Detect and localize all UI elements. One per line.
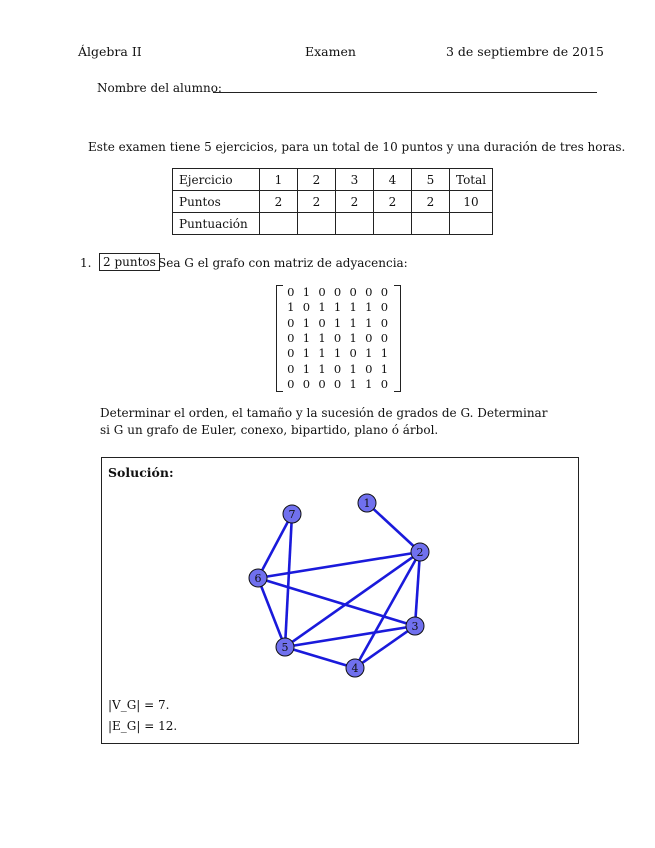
graph-order: |V_G| = 7. (108, 698, 170, 712)
matrix-cell: 1 (302, 315, 311, 330)
matrix-cell: 0 (287, 315, 295, 330)
matrix-cell: 1 (365, 376, 373, 391)
exam-intro: Este examen tiene 5 ejercicios, para un total de 10 puntos y una duración de tres horas. (88, 140, 626, 154)
matrix-cell: 1 (318, 300, 326, 315)
matrix-cell: 0 (333, 361, 342, 376)
question-number: 1. (80, 256, 92, 270)
matrix-cell: 1 (349, 361, 357, 376)
graph-edge-5-4 (285, 647, 355, 668)
score-cell (450, 213, 493, 235)
matrix-row (283, 362, 392, 376)
matrix-cell: 0 (365, 361, 373, 376)
matrix-cell: 1 (318, 346, 326, 361)
graph-node-5 (276, 638, 294, 656)
matrix-cell: 0 (380, 315, 389, 330)
score-cell (374, 213, 412, 235)
graph-edge-2-6 (258, 552, 420, 578)
matrix-cell: 0 (302, 376, 311, 391)
matrix-cell: 0 (333, 330, 342, 345)
question-points-box: 2 puntos (99, 253, 160, 271)
graph-node-label: 1 (363, 497, 371, 510)
exercise-number: 2 (298, 169, 336, 191)
graph-node-label: 2 (416, 546, 424, 559)
graph-edge-4-3 (355, 626, 415, 668)
matrix-cell: 1 (365, 346, 373, 361)
exercise-number: 3 (336, 169, 374, 191)
exercise-number: 5 (412, 169, 450, 191)
score-cell (336, 213, 374, 235)
matrix-cell: 1 (302, 330, 311, 345)
matrix-cell: 0 (333, 376, 342, 391)
total-points: 10 (450, 191, 493, 213)
matrix-cell: 1 (302, 361, 311, 376)
matrix-cell: 0 (380, 300, 389, 315)
matrix-cell: 0 (380, 376, 389, 391)
matrix-cell: 0 (365, 330, 373, 345)
exercise-points: 2 (374, 191, 412, 213)
question-task: Determinar el orden, el tamaño y la sucesión de grados de G. Determinar si G un grafo de Euler, conexo, bipartido, plano ó árbol. (100, 406, 548, 437)
row-label-score: Puntuación (173, 213, 260, 235)
row-label-points: Puntos (173, 191, 260, 213)
graph-edge-2-5 (285, 552, 420, 647)
matrix-row (283, 285, 392, 299)
total-header: Total (450, 169, 493, 191)
graph-node-label: 4 (351, 662, 359, 675)
graph-node-label: 3 (411, 620, 419, 633)
header-title: Examen (305, 44, 356, 59)
header-date: 3 de septiembre de 2015 (446, 44, 604, 59)
matrix-cell: 1 (380, 346, 389, 361)
matrix-right-bracket (394, 285, 401, 392)
matrix-cell: 1 (349, 300, 357, 315)
score-table (172, 168, 493, 235)
exercise-number: 1 (260, 169, 298, 191)
score-cell (260, 213, 298, 235)
matrix-cell: 1 (365, 300, 373, 315)
matrix-cell: 0 (318, 315, 326, 330)
student-name-line (213, 92, 597, 93)
score-table-row-exercise (173, 169, 493, 191)
matrix-cell: 1 (365, 315, 373, 330)
solution-title: Solución: (108, 465, 174, 480)
exercise-points: 2 (336, 191, 374, 213)
exercise-number: 4 (374, 169, 412, 191)
matrix-cell: 0 (349, 285, 357, 299)
matrix-cell: 1 (333, 315, 342, 330)
matrix-cell: 0 (318, 376, 326, 391)
matrix-cell: 0 (302, 300, 311, 315)
matrix-row (283, 300, 392, 314)
matrix-cell: 0 (287, 346, 295, 361)
matrix-cell: 1 (380, 361, 389, 376)
matrix-row (283, 331, 392, 345)
graph-node-2 (411, 543, 429, 561)
score-table-row-points (173, 191, 493, 213)
graph-edge-7-5 (285, 514, 292, 647)
matrix-cell: 0 (380, 285, 389, 299)
matrix-cell: 0 (349, 346, 357, 361)
graph-node-7 (283, 505, 301, 523)
question-statement: Sea G el grafo con matriz de adyacencia: (158, 256, 408, 270)
graph-node-4 (346, 659, 364, 677)
graph-node-label: 7 (288, 508, 296, 521)
graph-node-label: 5 (281, 641, 289, 654)
exercise-points: 2 (412, 191, 450, 213)
matrix-row (283, 346, 392, 360)
exercise-points: 2 (260, 191, 298, 213)
adjacency-matrix (276, 285, 401, 392)
matrix-cell: 1 (302, 346, 311, 361)
matrix-cell: 0 (287, 330, 295, 345)
graph-node-6 (249, 569, 267, 587)
graph-edge-7-6 (258, 514, 292, 578)
matrix-cell: 1 (318, 330, 326, 345)
matrix-cell: 0 (380, 330, 389, 345)
matrix-cell: 0 (287, 376, 295, 391)
matrix-cell: 1 (318, 361, 326, 376)
graph-edge-1-2 (367, 503, 420, 552)
matrix-cell: 1 (287, 300, 295, 315)
student-name-label: Nombre del alumno: (97, 81, 222, 95)
header-course: Álgebra II (78, 44, 142, 59)
score-cell (412, 213, 450, 235)
matrix-row (283, 377, 392, 391)
matrix-cell: 0 (287, 361, 295, 376)
graph-figure (230, 488, 440, 688)
matrix-left-bracket (276, 285, 283, 392)
score-cell (298, 213, 336, 235)
graph-edge-5-3 (285, 626, 415, 647)
score-table-row-score (173, 213, 493, 235)
matrix-cell: 0 (365, 285, 373, 299)
graph-edge-2-3 (415, 552, 420, 626)
matrix-cell: 0 (318, 285, 326, 299)
row-label-exercise: Ejercicio (173, 169, 260, 191)
matrix-row (283, 316, 392, 330)
matrix-cell: 1 (349, 330, 357, 345)
graph-node-3 (406, 617, 424, 635)
matrix-cell: 1 (333, 300, 342, 315)
matrix-cell: 0 (333, 285, 342, 299)
exercise-points: 2 (298, 191, 336, 213)
graph-node-1 (358, 494, 376, 512)
matrix-cell: 1 (349, 376, 357, 391)
graph-size: |E_G| = 12. (108, 719, 178, 733)
graph-edge-6-5 (258, 578, 285, 647)
matrix-cell: 1 (349, 315, 357, 330)
matrix-cell: 1 (302, 285, 311, 299)
graph-node-label: 6 (254, 572, 262, 585)
matrix-cell: 1 (333, 346, 342, 361)
matrix-cell: 0 (287, 285, 295, 299)
